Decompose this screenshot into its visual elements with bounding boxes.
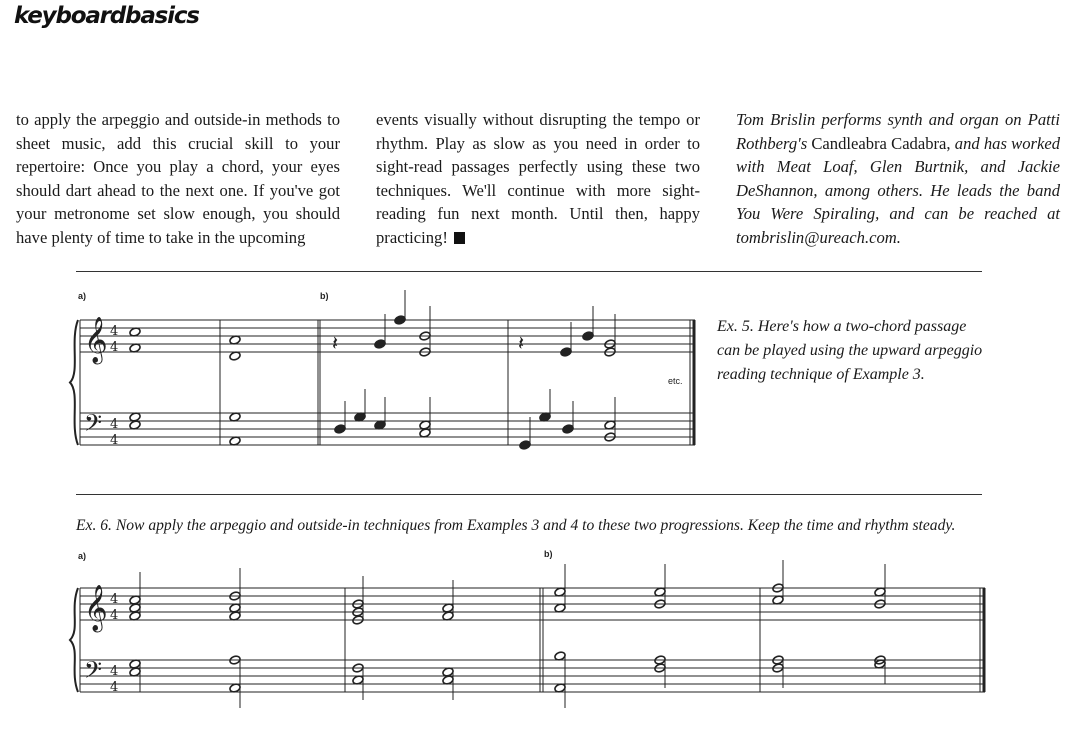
time-sig-top: 4	[110, 417, 119, 432]
note-head	[519, 440, 531, 450]
ex5-staff-system	[70, 290, 695, 450]
ex6-label-b: b)	[544, 549, 553, 559]
time-sig-bottom: 4	[110, 340, 119, 355]
bio-text-1: Tom Brislin performs synth and organ on Patti Rothberg's	[736, 110, 1060, 153]
bio-text-2: and has worked with Meat Loaf, Glen Burtnik, and Jackie DeShannon, among others. He leads the band You Were Spiraling, and can be reached at tombrislin@ureach.com.	[736, 133, 1060, 247]
rest-icon: 𝄽	[332, 331, 339, 355]
article-column-2-text: events visually without disrupting the tempo or rhythm. Play as slow as you need in order to sight-read passages perfectly using these two techniques. We'll continue with more sight-reading fun next month. Until then, happy practicing!	[376, 110, 700, 247]
brace	[70, 588, 78, 692]
rest-icon: 𝄽	[518, 331, 525, 355]
ex6-label-a: a)	[78, 551, 87, 561]
note-head	[374, 339, 386, 349]
ex6-caption: Ex. 6. Now apply the arpeggio and outside-in techniques from Examples 3 and 4 to these two progressions. Keep the time and rhythm steady.	[76, 517, 956, 534]
note-head	[394, 315, 406, 325]
note-head	[582, 331, 594, 341]
time-sig-bottom: 4	[110, 680, 119, 695]
note-head	[334, 424, 346, 434]
brace	[70, 320, 78, 445]
section-header: keyboardbasics	[14, 3, 199, 29]
time-sig-top: 4	[110, 324, 119, 339]
time-sig-top: 4	[110, 592, 119, 607]
ex5-label-a: a)	[78, 291, 87, 301]
ex5-caption: Ex. 5. Here's how a two-chord passage can be played using the upward arpeggio reading technique of Example 3.	[717, 318, 983, 383]
note-head	[562, 424, 574, 434]
ex5-etc-label: etc.	[668, 376, 683, 386]
article-column-1: to apply the arpeggio and outside-in methods to sheet music, add this crucial skill to your repertoire: Once you play a chord, your eyes should dart ahead to the next one. If you've got your metronome set slow enough, you should have plenty of time to take in the upcoming	[16, 110, 340, 247]
time-sig-bottom: 4	[110, 608, 119, 623]
ex6-staff-system	[70, 560, 985, 708]
treble-clef-icon: 𝄞	[84, 317, 108, 363]
ex5-label-b: b)	[320, 291, 329, 301]
time-sig-bottom: 4	[110, 433, 119, 448]
bass-clef-icon: 𝄢	[84, 409, 103, 442]
bass-clef-icon: 𝄢	[84, 656, 103, 689]
treble-clef-icon: 𝄞	[84, 585, 108, 631]
note-head	[560, 347, 572, 357]
bio-album-title: Candleabra Cadabra,	[811, 133, 951, 153]
time-sig-top: 4	[110, 664, 119, 679]
